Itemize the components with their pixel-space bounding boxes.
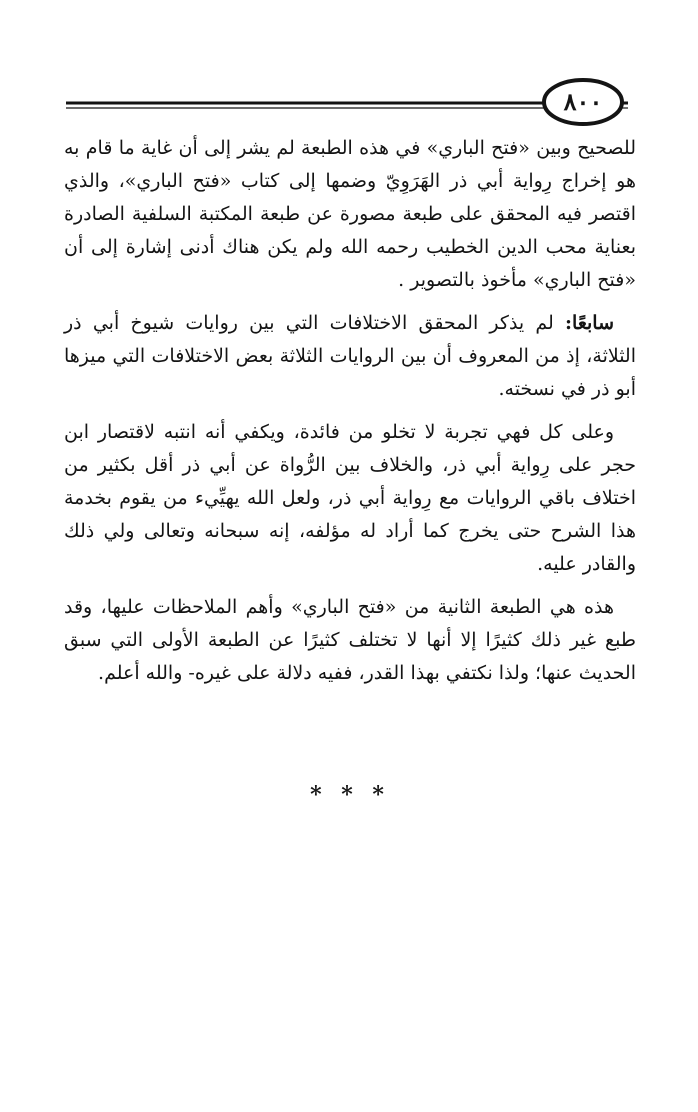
paragraph-3 <box>64 416 636 581</box>
paragraph-2 <box>64 307 636 406</box>
body-text <box>64 132 636 700</box>
paragraph-lead: سابعًا: <box>565 312 614 334</box>
paragraph-text: لم يذكر المحقق الاختلافات التي بين روايات شيوخ أبي ذر الثلاثة، إذ من المعروف أن بين الروايات الثلاثة بعض الاختلافات التي ميزها أبو ذر في نسخته. <box>64 312 636 400</box>
paragraph-4 <box>64 591 636 690</box>
paragraph-text: للصحيح وبين «فتح الباري» في هذه الطبعة لم يشر إلى أن غاية ما قام به هو إخراج رِواية أبي ذر الهَرَوِيّ وضمها إلى كتاب «فتح الباري»، والذي اقتصر فيه المحقق على طبعة مصورة عن طبعة المكتبة السلفية الصادرة بعناية محب الدين الخطيب رحمه الله ولم يكن هناك أدنى إشارة إلى أن «فتح الباري» مأخوذ بالتصوير . <box>64 137 636 291</box>
paragraph-text: وعلى كل فهي تجربة لا تخلو من فائدة، ويكفي أنه انتبه لاقتصار ابن حجر على رِواية أبي ذر، والخلاف بين الرُّواة عن أبي ذر أقل بكثير من اختلاف باقي الروايات مع رِواية أبي ذر، ولعل الله يهيِّيء من يقوم بخدمة هذا الشرح حتى يخرج كما أراد له مؤلفه، إنه سبحانه وتعالى ولي ذلك والقادر عليه. <box>64 421 636 575</box>
section-separator: * * * <box>310 782 390 808</box>
page-header <box>66 72 628 132</box>
paragraph-1 <box>64 132 636 297</box>
paragraph-text: هذه هي الطبعة الثانية من «فتح الباري» وأهم الملاحظات عليها، وقد طبع غير ذلك كثيرًا إلا أنها لا تختلف كثيرًا عن الطبعة الأولى التي سبق الحديث عنها؛ ولذا نكتفي بهذا القدر، ففيه دلالة على غيره- والله أعلم. <box>64 596 636 684</box>
page-number: ٨٠٠ <box>563 87 603 116</box>
